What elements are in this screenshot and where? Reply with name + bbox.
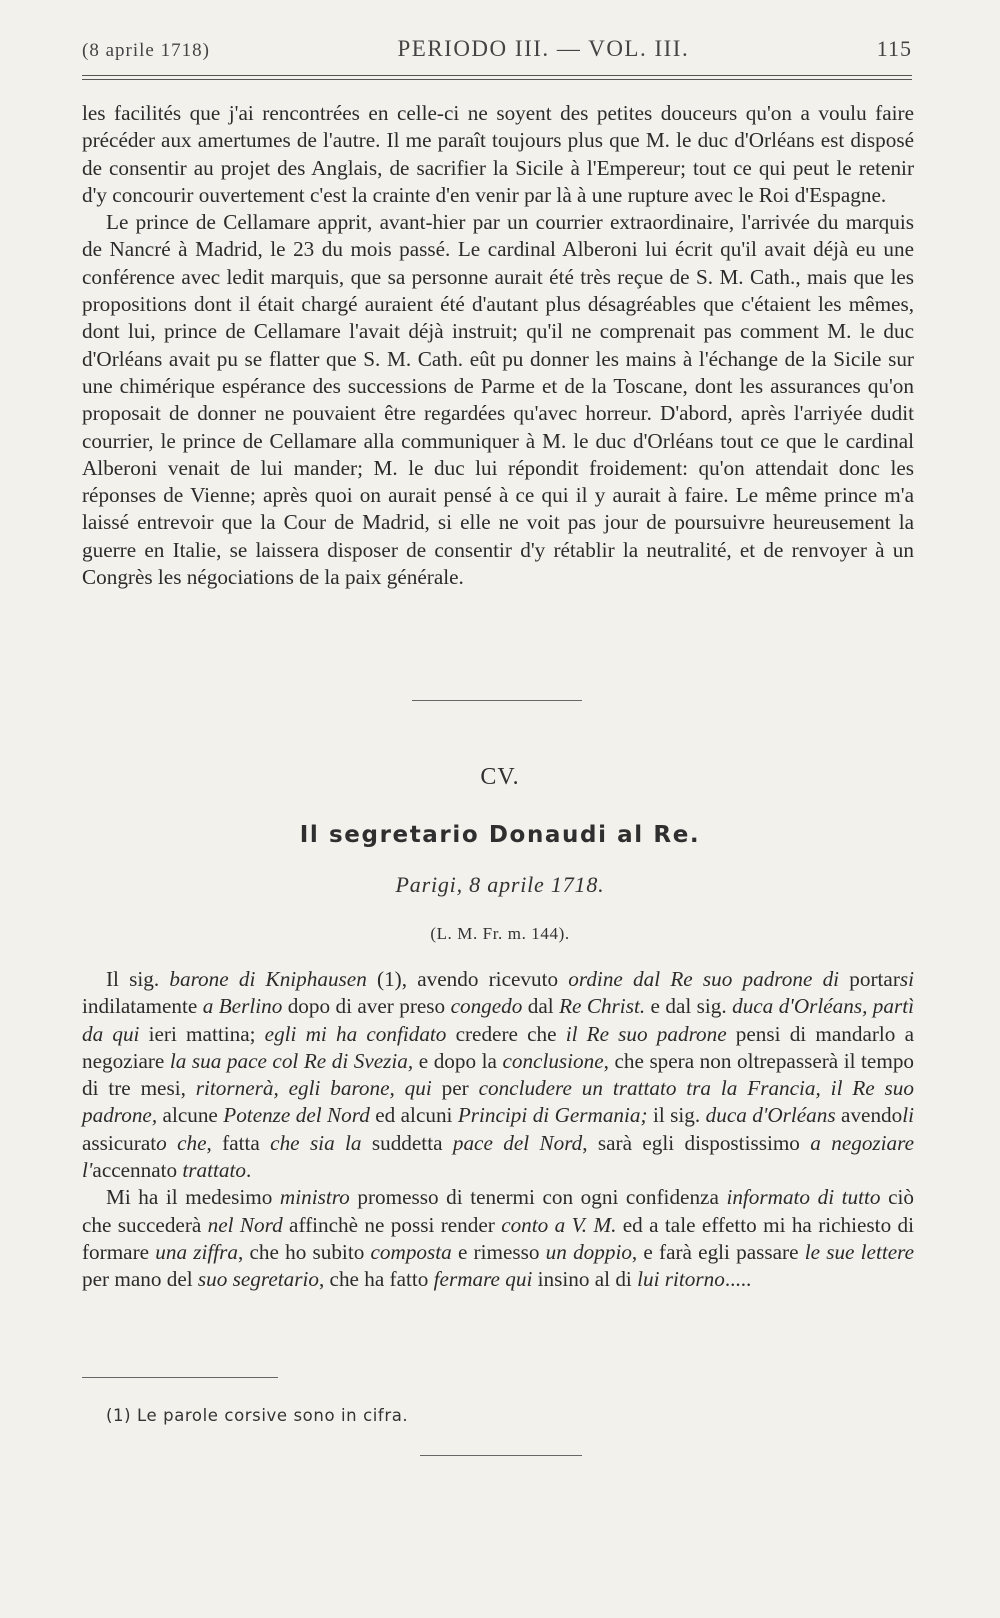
plain-text-run: , e farà egli passare	[631, 1239, 805, 1264]
cipher-text-run: ritornerà, egli barone, qui	[195, 1076, 432, 1101]
cipher-text-run: barone di Kniphausen	[169, 967, 367, 991]
document-heading: Il segretario Donaudi al Re.	[299, 822, 701, 848]
cipher-text-run: nel Nord	[207, 1212, 283, 1237]
cipher-text-run: trattato	[182, 1158, 246, 1183]
cipher-text-run: informato di tutto	[726, 1185, 881, 1210]
footnote-rule	[82, 1377, 278, 1378]
plain-text-run: portar	[839, 967, 900, 991]
section-separator	[412, 700, 582, 701]
plain-text-run: , che ho subito	[238, 1239, 371, 1264]
plain-text-run: (1), avendo ricevuto	[366, 967, 569, 991]
cipher-text-run: fermare qui	[433, 1267, 533, 1292]
running-head-date: (8 aprile 1718)	[82, 40, 210, 61]
plain-text-run: Il sig.	[106, 967, 170, 991]
plain-text-run: accennato	[92, 1158, 183, 1183]
page-number: 115	[876, 36, 912, 61]
plain-text-run: avendo	[835, 1103, 903, 1128]
plain-text-run: dal	[522, 994, 560, 1019]
cipher-text-run: il Re suo padrone	[565, 1021, 727, 1046]
cipher-text-run: congedo	[450, 994, 523, 1019]
cipher-text-run: concludere un trattato tra la Francia, il Re suo padrone,	[82, 1076, 914, 1128]
cipher-text-run: duca d'Orléans, partì da qui	[82, 994, 915, 1046]
cipher-text-run: un doppio	[545, 1239, 632, 1264]
cipher-text-run: conto a V. M.	[501, 1212, 617, 1237]
cipher-text-run: egli mi ha confidato	[264, 1021, 447, 1046]
cipher-text-run: Re Christ.	[559, 994, 646, 1019]
cipher-text-run: le sue lettere	[804, 1239, 914, 1264]
running-head-title: PERIODO III. — VOL. III.	[397, 36, 690, 61]
plain-text-run: promesso di tenermi con ogni confidenza	[349, 1185, 727, 1210]
cipher-text-run: o che	[156, 1130, 207, 1155]
cipher-text-run: li	[902, 1103, 915, 1128]
cipher-text-run: pace del Nord	[452, 1130, 583, 1155]
cipher-text-run: a negoziare	[810, 1130, 914, 1155]
cipher-text-run: Potenze del Nord	[223, 1103, 370, 1128]
plain-text-run: per mano del	[82, 1267, 198, 1292]
plain-text-run: per	[431, 1076, 479, 1101]
plain-text-run: credere che	[446, 1021, 566, 1046]
cipher-text-run: che sia la	[270, 1130, 362, 1155]
cipher-text-run: la sua pace col Re di Svezia,	[169, 1048, 414, 1073]
plain-text-run: pensi di mandarlo a negoziare	[82, 1021, 914, 1073]
plain-text-run: insino al di	[532, 1267, 638, 1292]
letter-paragraph-2	[82, 1184, 914, 1293]
cipher-text-run: conclusione	[502, 1048, 604, 1073]
previous-document-text	[82, 100, 914, 591]
plain-text-run: e dal sig.	[645, 994, 733, 1019]
plain-text-run: assicurat	[82, 1130, 157, 1155]
plain-text-run: , che spera non oltrepasserà il tempo di tre mesi,	[82, 1048, 915, 1101]
cipher-text-run: suo segretario	[197, 1267, 319, 1292]
cipher-text-run: ordine dal Re suo padrone di	[568, 967, 840, 991]
plain-text-run: dopo di aver preso	[282, 994, 451, 1019]
plain-text-run: e rimesso	[451, 1239, 546, 1264]
cipher-text-run: composta	[370, 1239, 452, 1264]
plain-text-run: alcune	[157, 1103, 224, 1128]
plain-text-run: , che ha fatto	[318, 1267, 434, 1292]
cipher-text-run: Principi di Germania;	[457, 1103, 648, 1128]
document-number: CV.	[480, 764, 520, 790]
plain-text-run: ed alcuni	[369, 1103, 458, 1128]
cipher-text-run: una ziffra	[155, 1239, 238, 1264]
plain-text-run: ciò che succederà	[82, 1185, 914, 1237]
cipher-text-run: a Berlino	[202, 994, 283, 1019]
cipher-text-run: ministro	[279, 1185, 350, 1210]
cipher-text-run: si	[899, 967, 915, 991]
archive-reference: (L. M. Fr. m. 144).	[430, 924, 570, 943]
plain-text-run: ieri mattina;	[139, 1021, 265, 1046]
plain-text-run: affinchè ne possi render	[282, 1212, 502, 1237]
bottom-separator	[420, 1455, 582, 1456]
plain-text-run: suddetta	[361, 1130, 453, 1155]
cipher-text-run: duca d'Orléans	[705, 1103, 836, 1128]
running-head	[82, 36, 912, 72]
document-place-date: Parigi, 8 aprile 1718.	[395, 872, 605, 897]
plain-text-run: .	[246, 1158, 252, 1183]
cipher-text-run: l'	[82, 1158, 93, 1183]
paragraph-cellamare: Le prince de Cellamare apprit, avant-hier par un courrier extraordinaire, l'arrivée du marquis de Nancré à Madrid, le 23 du mois passé. Le cardinal Alberoni lui écrit qu'il avait déjà eu une conférence avec ledit marquis, que sa personne aurait été très reçue de S. M. Cath., mais que les propositions dont il était chargé auraient été d'autant plus désagréables que c'étaient les mêmes, dont lui, prince de Cellamare l'avait déjà instruit; qu'il ne comprenait pas comment M. le duc d'Orléans avait pu se flatter que S. M. Cath. eût pu donner les mains à l'échange de la Sicile sur une chimérique espérance des successions de Parme et de la Toscane, dont les assurances qu'on proposait de donner ne pouvaient être regardées qu'avec horreur. D'abord, après l'arriyée dudit courrier, le prince de Cellamare alla communiquer à M. le duc d'Orléans tout ce que le cardinal Alberoni venait de lui mander; M. le duc lui répondit froidement: qu'on attendait donc les réponses de Vienne; après quoi on aurait pensé à ce qui il y aurait à faire. Le même prince m'a laissé entrevoir que la Cour de Madrid, si elle ne voit pas jour de poursuivre heureusement la guerre en Italie, se laissera disposer de consentir d'y rétablir la neutralité, et de renvoyer à un Congrès les négociations de la paix générale.	[82, 210, 914, 590]
cipher-text-run: lui ritorno	[637, 1267, 725, 1292]
plain-text-run: .....	[724, 1267, 752, 1292]
header-rule-bottom	[82, 79, 912, 80]
plain-text-run: , sarà egli dispostissimo	[582, 1130, 811, 1155]
plain-text-run: indilatamente	[82, 994, 203, 1019]
footnote: (1) Le parole corsive sono in cifra.	[106, 1406, 409, 1425]
plain-text-run: , fatta	[206, 1130, 271, 1155]
letter-paragraph-1	[82, 966, 914, 1184]
plain-text-run: Mi ha il medesimo	[106, 1185, 280, 1210]
letter-text	[82, 966, 914, 1294]
paragraph-continuation: les facilités que j'ai rencontrées en celle-ci ne soyent des petites douceurs qu'on a voulu faire précéder aux amertumes de l'autre. Il me paraît toujours plus que M. le duc d'Orléans est disposé de consentir au projet des Anglais, de sacrifier la Sicile à l'Empereur; tout ce qui peut le retenir d'y concourir ouvertement c'est la crainte d'en venir par là à une rupture avec le Roi d'Espagne.	[82, 101, 914, 207]
plain-text-run: il sig.	[647, 1103, 706, 1128]
plain-text-run: ed a tale effetto mi ha richiesto di formare	[82, 1212, 915, 1264]
header-rule-top	[82, 75, 912, 76]
plain-text-run: e dopo la	[413, 1048, 503, 1073]
